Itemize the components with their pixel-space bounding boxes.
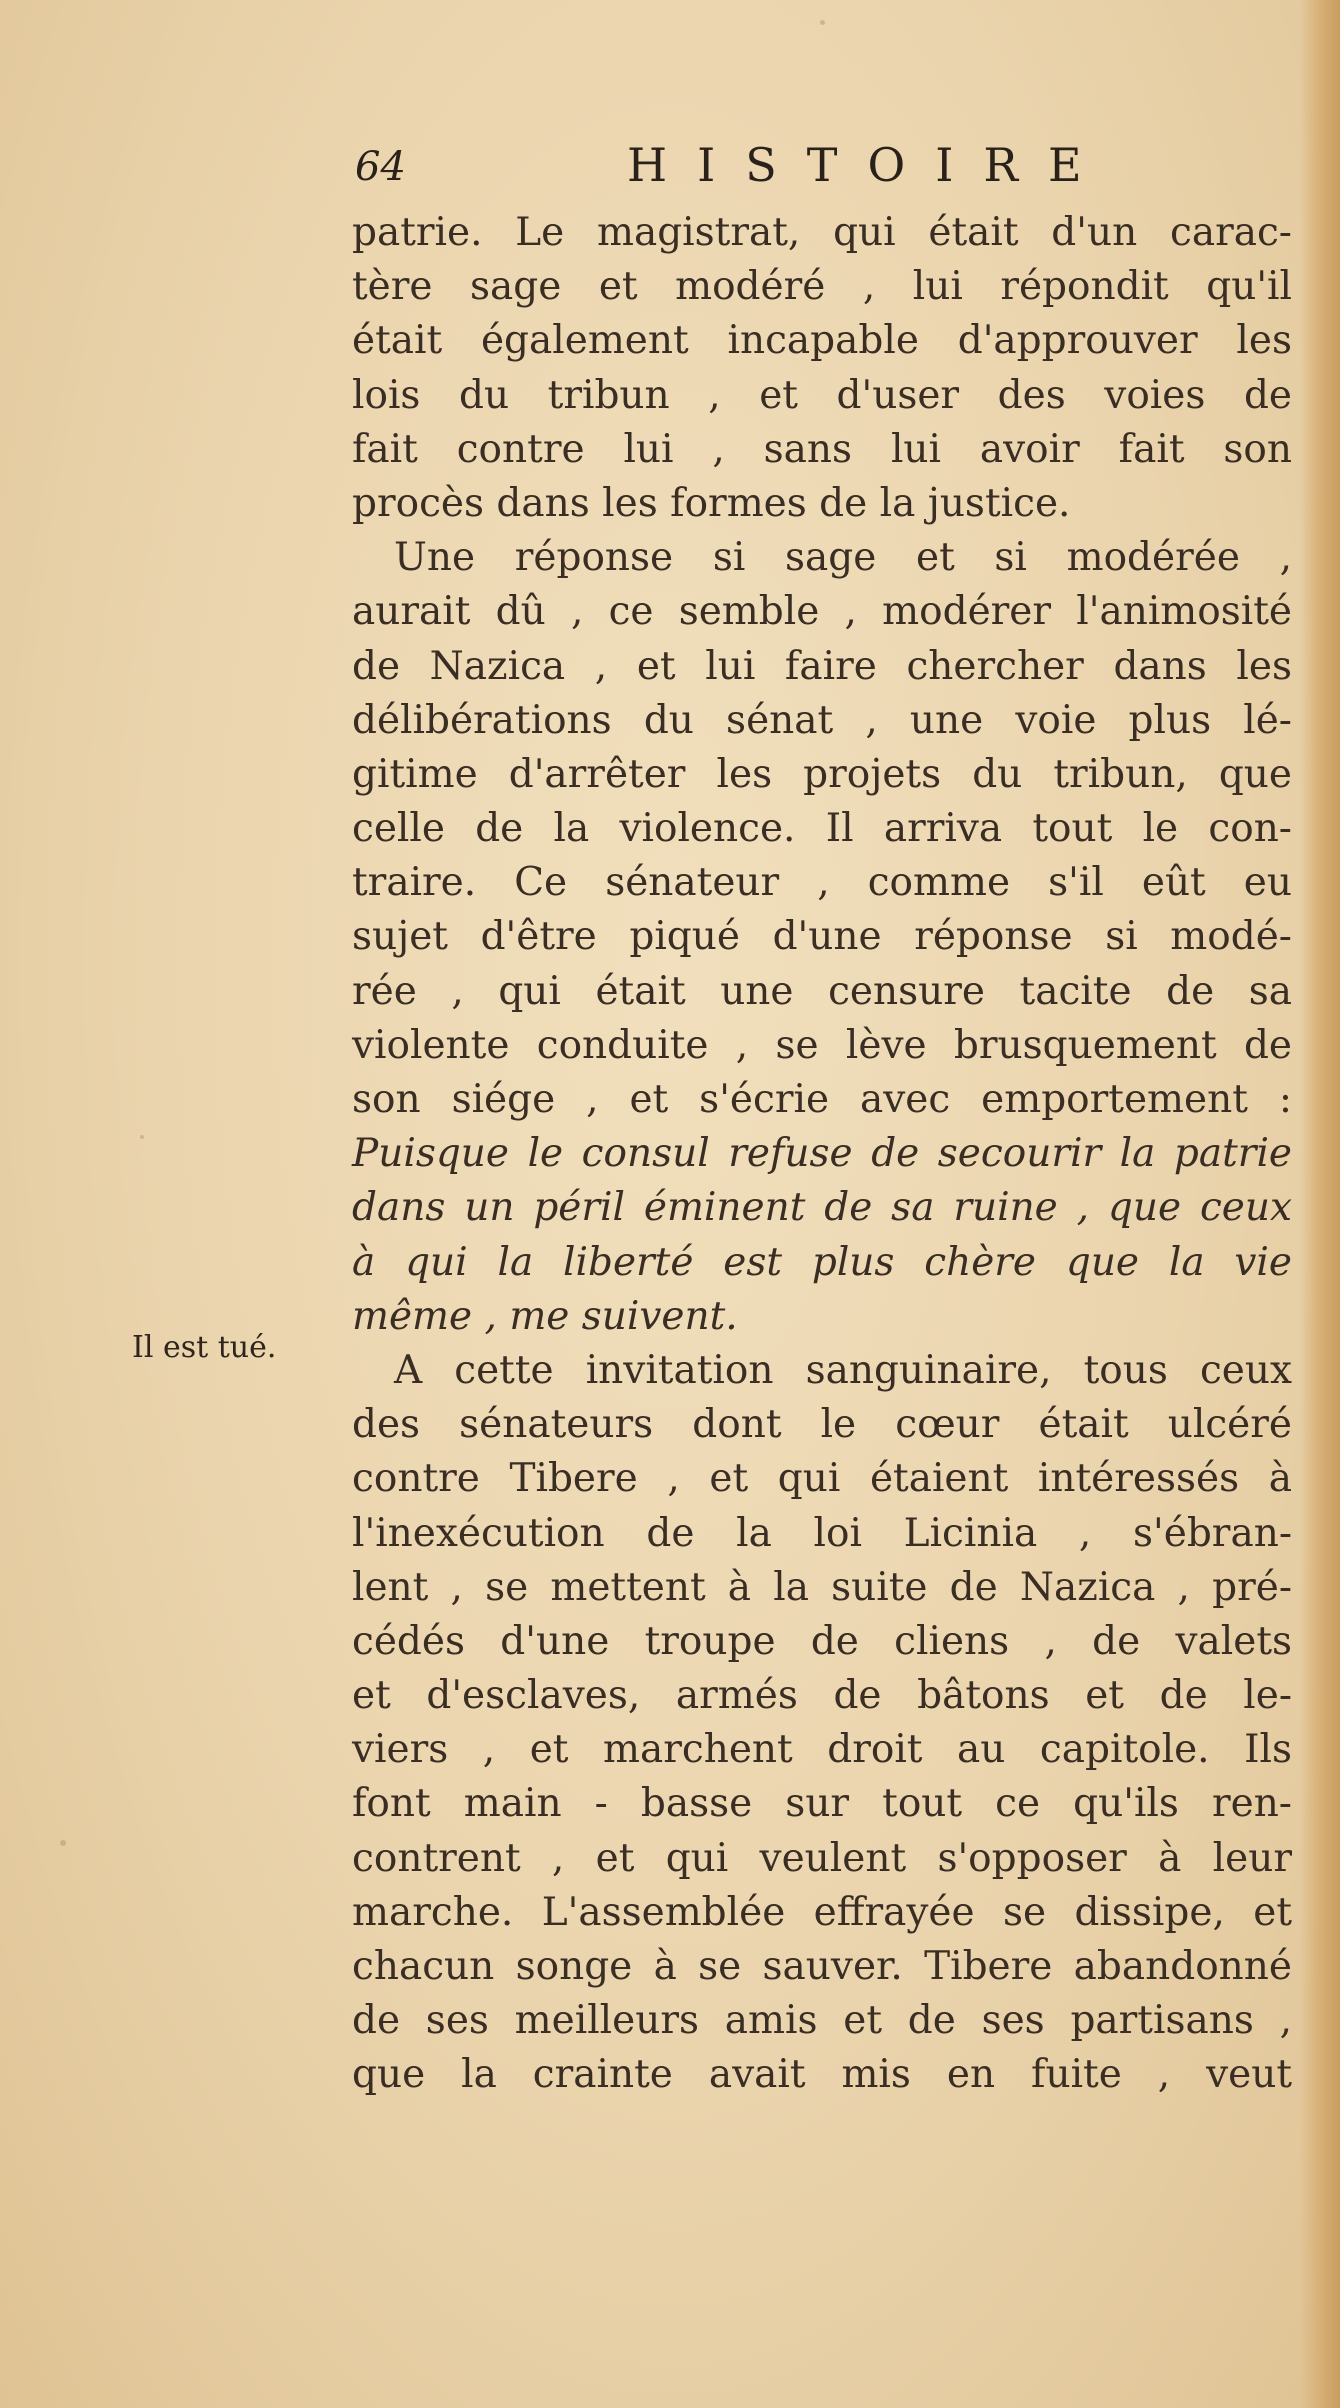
- text-line: dans un péril éminent de sa ruine , que ceux: [352, 1185, 1292, 1231]
- text-line: A cette invitation sanguinaire, tous ceux: [394, 1347, 1292, 1393]
- text-line: viers , et marchent droit au capitole. Ils: [352, 1727, 1292, 1773]
- text-line: marche. L'assemblée effrayée se dissipe, et: [352, 1889, 1292, 1935]
- text-line: contrent , et qui veulent s'opposer à leur: [352, 1835, 1292, 1881]
- margin-note: Il est tué.: [132, 1330, 277, 1365]
- text-line: son siége , et s'écrie avec emportement :: [352, 1077, 1292, 1122]
- page-edge-shadow: [1300, 0, 1340, 2408]
- text-line: violente conduite , se lève brusquement de: [352, 1022, 1292, 1068]
- text-line: procès dans les formes de la justice.: [352, 480, 1071, 526]
- running-head: [355, 138, 1112, 198]
- text-line: à qui la liberté est plus chère que la vie: [352, 1239, 1292, 1285]
- text-line: sujet d'être piqué d'une réponse si modé-: [352, 914, 1292, 960]
- paper-stain: [60, 1840, 66, 1846]
- text-line: lent , se mettent à la suite de Nazica , pré-: [352, 1564, 1292, 1610]
- text-line: et d'esclaves, armés de bâtons et de le-: [352, 1673, 1292, 1719]
- text-line: de Nazica , et lui faire chercher dans les: [352, 643, 1292, 689]
- text-line: fait contre lui , sans lui avoir fait son: [352, 426, 1292, 472]
- text-line: même , me suivent.: [352, 1293, 738, 1339]
- text-line: patrie. Le magistrat, qui était d'un carac-: [352, 210, 1292, 255]
- text-line: contre Tibere , et qui étaient intéressés à: [352, 1456, 1292, 1502]
- text-line: était également incapable d'approuver les: [352, 318, 1292, 364]
- body-text: [352, 206, 1292, 2103]
- text-line: cédés d'une troupe de cliens , de valets: [352, 1618, 1292, 1664]
- page-number: 64: [355, 144, 406, 190]
- text-line: gitime d'arrêter les projets du tribun, que: [352, 751, 1292, 797]
- text-line: aurait dû , ce semble , modérer l'animosité: [352, 589, 1292, 635]
- text-line: lois du tribun , et d'user des voies de: [352, 372, 1292, 418]
- text-line: Une réponse si sage et si modérée ,: [394, 535, 1292, 581]
- text-line: traire. Ce sénateur , comme s'il eût eu: [352, 860, 1292, 906]
- text-line: tère sage et modéré , lui répondit qu'il: [352, 264, 1292, 310]
- paper-stain: [820, 20, 825, 25]
- text-line: Puisque le consul refuse de secourir la patrie: [352, 1131, 1292, 1177]
- text-line: des sénateurs dont le cœur était ulcéré: [352, 1402, 1292, 1448]
- text-line: font main - basse sur tout ce qu'ils ren-: [352, 1781, 1292, 1827]
- text-line: l'inexécution de la loi Licinia , s'ébran-: [352, 1510, 1292, 1556]
- text-line: rée , qui était une censure tacite de sa: [352, 968, 1292, 1014]
- text-line: de ses meilleurs amis et de ses partisans ,: [352, 1998, 1292, 2044]
- running-head-title: HISTOIRE: [627, 138, 1112, 192]
- text-line: chacun songe à se sauver. Tibere abandonné: [352, 1944, 1292, 1989]
- paper-stain: [140, 1135, 144, 1139]
- text-line: celle de la violence. Il arriva tout le con-: [352, 806, 1292, 852]
- text-line: délibérations du sénat , une voie plus lé-: [352, 697, 1292, 743]
- text-line: que la crainte avait mis en fuite , veut: [352, 2052, 1292, 2098]
